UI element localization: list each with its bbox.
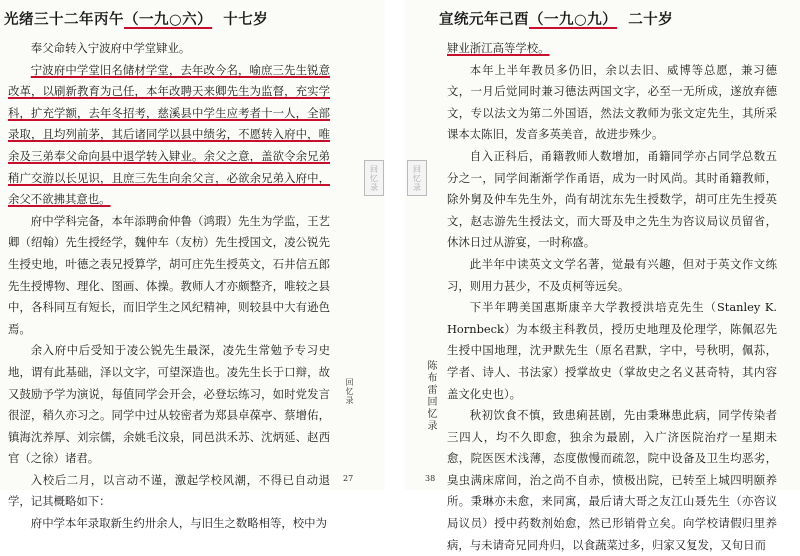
left-paragraph: 府中学本年录取新生约卅余人，与旧生之数略相等，校中为 bbox=[30, 516, 327, 531]
right-paragraph: 本年上半年教员多仍旧，余以去旧、威博等总愿，兼习德文，一月后觉同时兼习德法两国文字，必至一无所成，遂放弃德文，专以法文为第二外国语，然法文教师为张文定先生，其所采课本太陈旧，发音多英美音，故进步殊少。 bbox=[447, 62, 777, 142]
right-title-year: （一九○九） bbox=[529, 11, 618, 28]
left-paragraph: 奉父命转入宁波府中学堂肄业。 bbox=[30, 41, 191, 55]
right-page-number: 38 bbox=[425, 474, 436, 483]
right-page bbox=[405, 0, 800, 552]
left-body-text bbox=[8, 38, 330, 535]
left-page bbox=[0, 0, 385, 531]
left-paragraph: 余入府中后受知于凌公锐先生最深，凌先生常勉予专习史地，谓有此基础，泽以文字，可望深造也。凌先生长于口辩，故又鼓励予学为演说，每值同学会开会，必登坛练习，如时党发言很涩，稍久亦习之。同学中过从较密者为郑县卓葆亭、蔡增佑，镇海沈养厚、刘宗儒，余姚毛汶泉，同邑洪禾苏、沈炳延、赵西官（之徐）诸君。 bbox=[8, 343, 330, 466]
left-page-number: 27 bbox=[343, 474, 354, 483]
right-paragraph: 此半年中读英文文学名著，觉最有兴趣，但对于英文作文练习，则用力甚少，不及贞柯等远矣。 bbox=[447, 256, 777, 293]
left-watermark-stamp: 回忆录 bbox=[364, 160, 384, 196]
right-paragraph-highlighted: 肄业浙江高等学校。 bbox=[447, 41, 550, 55]
right-paragraph: 下半年聘美国惠斯康辛大学教授洪培克先生（Stanley K. Hornbeck）为本级主科教员，授历史地理及伦理学，陈佩忍先生授中国地理，沈尹默先生（原名君默，字中，号秋明，佩荪，学者、诗人、书法家）授掌故史（掌故史之名义甚奇特，其内容盖文化史也）。 bbox=[447, 300, 777, 401]
right-vertical-book-title: 陈布雷回忆录 bbox=[425, 360, 436, 432]
left-margin-label: 回忆录 bbox=[345, 378, 354, 405]
right-paragraph: 自入正科后，甬籍教师人数增加，甬籍同学亦占同学总数五分之一，同学间渐渐学作甬语，成为一时风尚。其时甬籍教师，除外舅及仲车先生外，尚有胡沈东先生授数学，胡可庄先生授英文，赵志游先生授法文，而大哥及申之先生为咨议局议员留省，休沐日过从游宴，一时称盛。 bbox=[447, 148, 777, 250]
left-paragraph: 入校后二月，以言动不谨，激起学校风潮，不得已自动退学，记其概略如下： bbox=[8, 472, 330, 509]
left-title-year: （一九○六） bbox=[124, 11, 213, 28]
left-title-prefix: 光绪三十二年丙午 bbox=[4, 11, 124, 28]
book-gutter bbox=[385, 0, 405, 490]
right-title-age: 二十岁 bbox=[628, 11, 674, 28]
right-title-prefix: 宣统元年己酉 bbox=[439, 11, 529, 28]
left-paragraph: 府中学科完备，本年添聘俞仲鲁（鸿瑕）先生为学监，王艺卿（绍翰）先生授经学，魏仲车（友枋）先生授国文，凌公锐先生授史地，叶德之表兄授算学，胡可庄先生授英文，石井信五郎先生授博物、理化、图画、体操。教师人才亦颇整齐，唯较之县中，各科同互有短长，而旧学生之风纪精神，则较县中大有逊色焉。 bbox=[8, 213, 330, 336]
right-watermark-stamp: 回忆录 bbox=[407, 160, 427, 196]
right-body-text bbox=[447, 38, 777, 556]
right-page-title bbox=[439, 8, 673, 29]
right-paragraph: 秋初饮食不慎，致患痢甚剧，先由秉琳患此病，同学传染者三四人，均不久即愈，独余为最剧，入广济医院治疗一星期未愈，院医医术浅薄，态度傲慢而疏忽，院中设备及卫生均恶劣，臭虫满床席间，治之尚不自赤，愤极出院，已转至上城四明颐养所。秉琳亦未愈，来同寓，最后请大哥之友江山聂先生（亦咨议局议员）授中药数剂始愈，然已形销骨立矣。向学校请假归里养病，与未请奇兄同舟归，以食蔬菜过多，归家又复发，又旬日而 bbox=[447, 408, 777, 552]
left-title-age: 十七岁 bbox=[223, 11, 269, 28]
left-paragraph-highlighted: 宁波府中学堂旧名储材学堂，去年改今名，喻庶三先生锐意改革，以刷新教育为己任，本年改聘天来卿先生为监督，充实学科，扩充学额，去年冬招考，慈溪县中学生应考者十一人，全部录取，且均列前茅，其后诸同学以县中绩劣，不愿转入府中，唯余及三弟奉父命向县中退学转入肄业。余父之意，盖欲令余兄弟稍广交游以长见识，且庶三先生向余父言，必欲余兄弟入府中，余父不欲拂其意也。 bbox=[8, 62, 330, 207]
left-page-title bbox=[4, 8, 268, 29]
